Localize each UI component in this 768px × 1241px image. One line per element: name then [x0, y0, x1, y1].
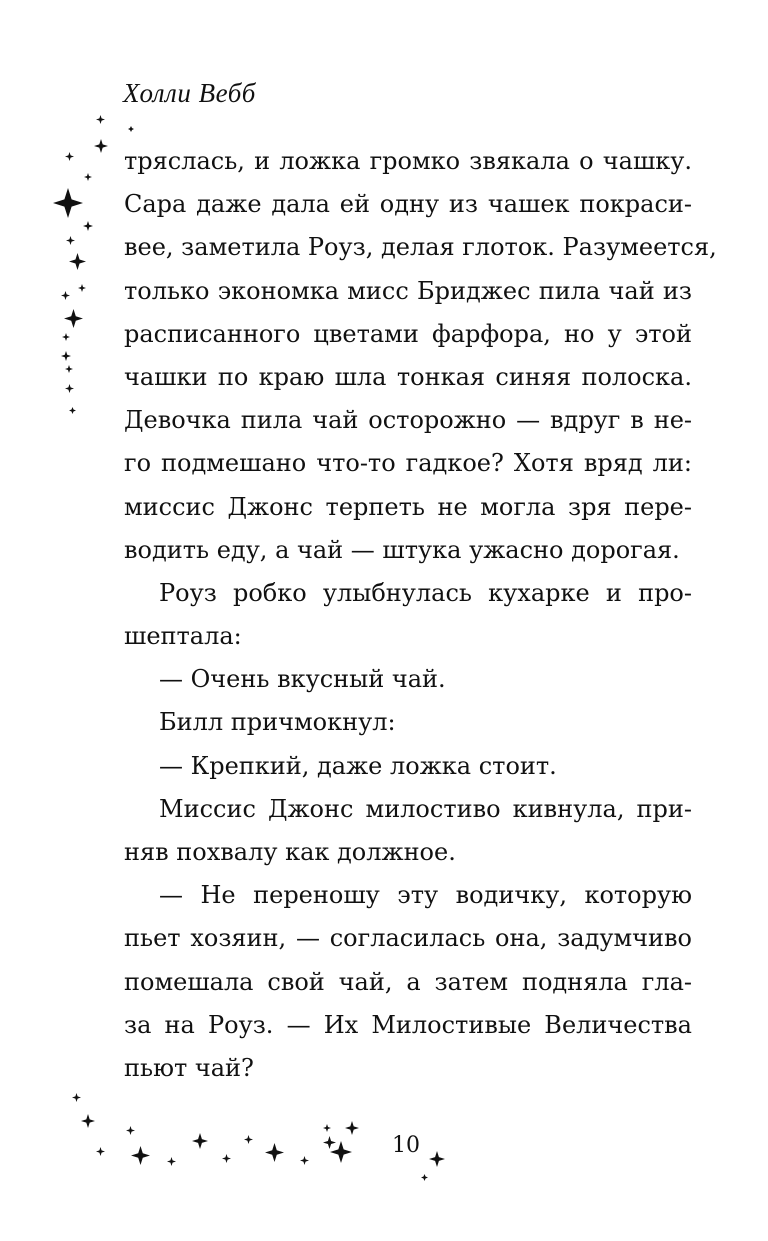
- text-line: вее, заметила Роуз, делая глоток. Разумеется,: [124, 233, 717, 262]
- text-line: го подмешано что-то гадкое? Хотя вряд ли:: [124, 449, 692, 478]
- sparkle-star-icon: [53, 188, 83, 218]
- sparkle-star-icon: [64, 309, 83, 328]
- text-line: миссис Джонс терпеть не могла зря пере-: [124, 492, 692, 521]
- text-line: — Крепкий, даже ложка стоит.: [159, 751, 557, 780]
- text-line: расписанного цветами фарфора, но у этой: [124, 319, 692, 348]
- sparkle-star-icon: [192, 1133, 208, 1149]
- sparkle-star-icon: [128, 126, 134, 132]
- sparkle-star-icon: [421, 1174, 428, 1181]
- text-line: Роуз робко улыбнулась кухарке и про-: [159, 578, 692, 607]
- sparkle-star-icon: [429, 1151, 445, 1167]
- sparkle-star-icon: [300, 1156, 309, 1165]
- text-line: — Не переношу эту водичку, которую: [159, 881, 692, 910]
- sparkle-star-icon: [65, 152, 74, 161]
- sparkle-star-icon: [131, 1146, 150, 1165]
- text-line: за на Роуз. — Их Милостивые Величества: [124, 1010, 692, 1039]
- text-line: помешала свой чай, а затем подняла гла-: [124, 967, 692, 996]
- text-line: пьют чай?: [124, 1053, 254, 1082]
- sparkle-star-icon: [62, 333, 70, 341]
- sparkle-star-icon: [222, 1154, 231, 1163]
- text-line: водить еду, а чай — штука ужасно дорогая.: [124, 535, 680, 564]
- text-line: чашки по краю шла тонкая синяя полоска.: [124, 362, 692, 391]
- text-line: няв похвалу как должное.: [124, 838, 456, 866]
- sparkle-star-icon: [94, 139, 108, 153]
- sparkle-star-icon: [126, 1126, 135, 1135]
- text-line: только экономка мисс Бриджес пила чай из: [124, 276, 692, 305]
- sparkle-star-icon: [96, 1147, 105, 1156]
- text-line: тряслась, и ложка громко звякала о чашку.: [124, 147, 692, 175]
- text-line: Билл причмокнул:: [159, 708, 396, 737]
- sparkle-star-icon: [69, 407, 76, 414]
- page-body-text: [124, 140, 717, 1090]
- sparkle-star-icon: [72, 1093, 81, 1102]
- sparkle-star-icon: [96, 115, 105, 124]
- text-line: Сара даже дала ей одну из чашек покраси-: [124, 190, 692, 219]
- text-line: — Очень вкусный чай.: [159, 665, 446, 694]
- sparkle-star-icon: [83, 221, 93, 231]
- sparkle-star-icon: [69, 253, 86, 270]
- sparkle-star-icon: [65, 384, 74, 393]
- sparkle-star-icon: [65, 365, 73, 373]
- sparkle-star-icon: [78, 284, 86, 292]
- text-line: шептала:: [124, 622, 242, 651]
- sparkle-star-icon: [345, 1121, 359, 1135]
- text-line: Девочка пила чай осторожно — вдруг в не-: [124, 406, 692, 435]
- sparkle-star-icon: [61, 291, 70, 300]
- sparkle-star-icon: [323, 1124, 331, 1132]
- sparkle-star-icon: [167, 1157, 176, 1166]
- sparkle-star-icon: [265, 1143, 284, 1162]
- sparkle-star-icon: [81, 1114, 95, 1128]
- sparkle-star-icon: [330, 1141, 352, 1163]
- text-line: пьет хозяин, — согласилась она, задумчиво: [124, 924, 692, 953]
- sparkle-star-icon: [66, 236, 75, 245]
- sparkle-star-icon: [244, 1135, 253, 1144]
- page-number: 10: [392, 1133, 420, 1158]
- sparkle-star-icon: [61, 351, 71, 361]
- sparkle-star-icon: [84, 173, 92, 181]
- running-header-author: Холли Вебб: [123, 78, 256, 108]
- text-line: Миссис Джонс милостиво кивнула, при-: [159, 794, 692, 823]
